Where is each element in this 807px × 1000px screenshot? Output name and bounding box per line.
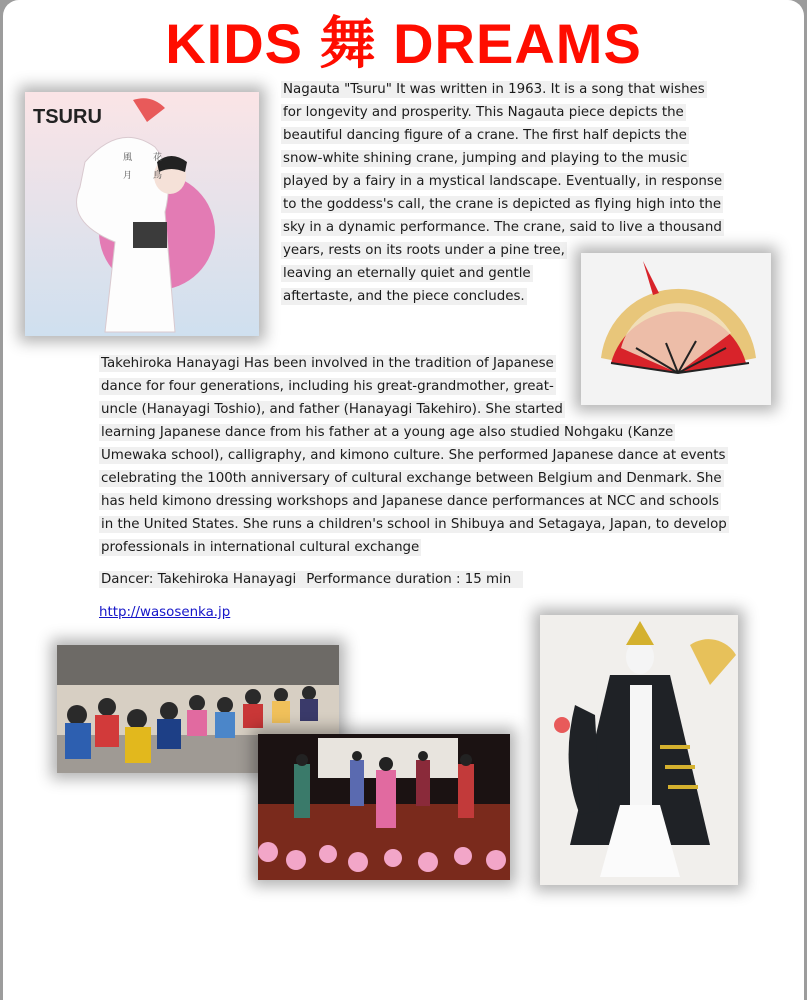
intro-line: snow-white shining crane, jumping and playing to the music — [283, 151, 688, 166]
bio-line: celebrating the 100th anniversary of cultural exchange between Belgium and Denmark. She — [101, 471, 722, 486]
intro-line: beautiful dancing figure of a crane. The first half depicts the — [283, 128, 687, 143]
tsuru-illustration — [25, 92, 259, 336]
bio-line: in the United States. She runs a children's school in Shibuya and Setagaya, Japan, to develop — [101, 517, 727, 532]
bio-line: professionals in international cultural exchange — [101, 540, 420, 555]
intro-line: to the goddess's call, the crane is depicted as flying high into the — [283, 197, 722, 212]
intro-line: sky in a dynamic performance. The crane, said to live a thousand — [283, 220, 722, 235]
svg-text:鳥: 鳥 — [153, 171, 163, 181]
bio-line: uncle (Hanayagi Toshio), and father (Hanayagi Takehiro). She started — [101, 402, 563, 417]
flyer-page — [3, 0, 804, 1000]
svg-text:月: 月 — [123, 171, 133, 181]
performance-details — [99, 571, 523, 588]
bio-line: Umewaka school), calligraphy, and kimono culture. She performed Japanese dance at events — [101, 448, 726, 463]
bio-line: dance for four generations, including his great-grandmother, great- — [101, 379, 554, 394]
stage-performance-photo — [258, 734, 510, 880]
page-title: KIDS 舞 DREAMS — [165, 12, 642, 75]
intro-line: years, rests on its roots under a pine tree, — [283, 243, 565, 258]
kabuki-dancer-photo — [540, 615, 738, 885]
intro-line: Nagauta "Tsuru" It was written in 1963. It is a song that wishes — [283, 82, 705, 97]
intro-line: leaving an eternally quiet and gentle — [283, 266, 531, 281]
svg-text:花: 花 — [153, 153, 163, 163]
svg-text:風: 風 — [123, 153, 133, 163]
website-link[interactable]: http://wasosenka.jp — [99, 605, 231, 620]
bio-line: learning Japanese dance from his father at a young age also studied Nohgaku (Kanze — [101, 425, 674, 440]
performance-duration: Performance duration : 15 min — [306, 572, 512, 587]
bio-line: Takehiroka Hanayagi Has been involved in the tradition of Japanese — [101, 356, 554, 371]
bio-line: has held kimono dressing workshops and Japanese dance performances at NCC and schools — [101, 494, 720, 509]
dancer-name: Dancer: Takehiroka Hanayagi — [101, 572, 297, 587]
tsuru-label: TSURU — [33, 106, 102, 128]
intro-line: played by a fairy in a mystical landscape. Eventually, in response — [283, 174, 723, 189]
intro-line: for longevity and prosperity. This Nagauta piece depicts the — [283, 105, 684, 120]
fan-photo — [581, 253, 771, 405]
intro-line: aftertaste, and the piece concludes. — [283, 289, 525, 304]
